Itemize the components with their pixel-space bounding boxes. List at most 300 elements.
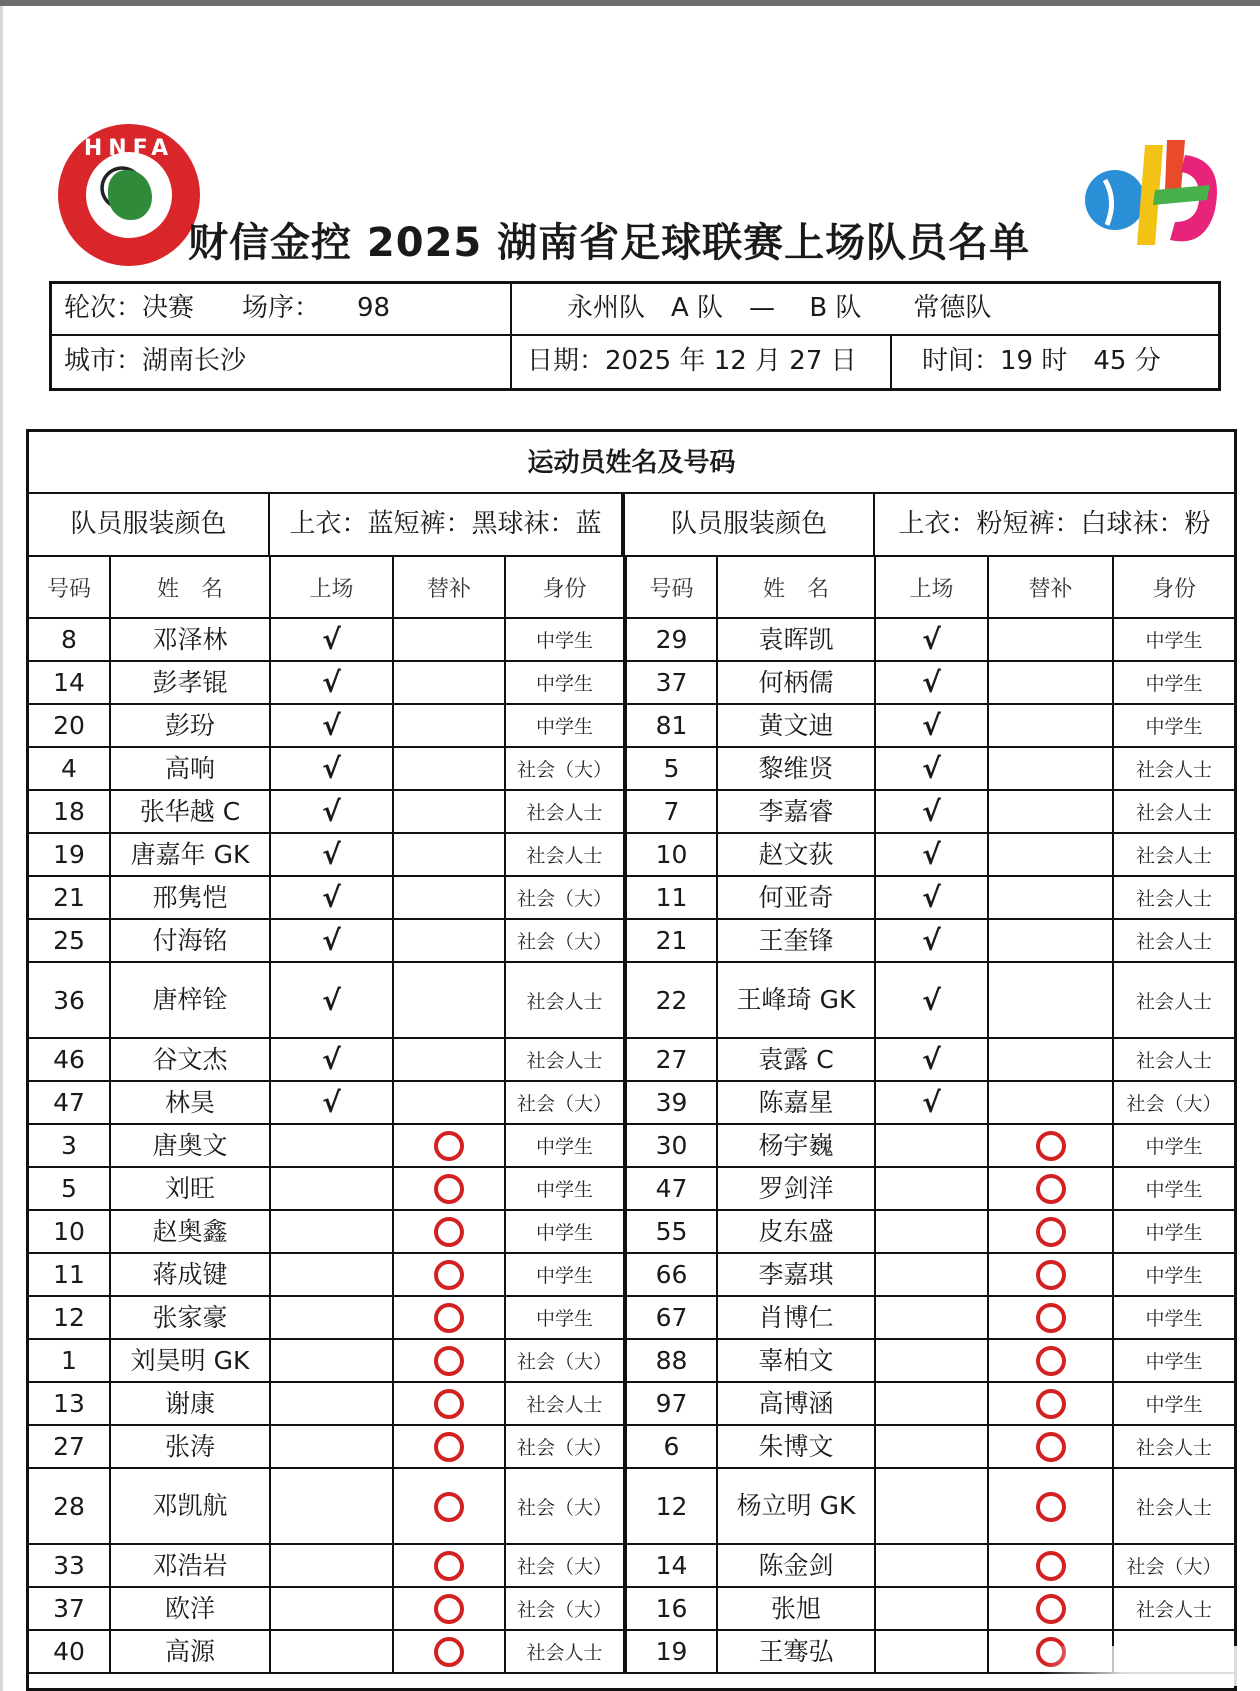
city: 城市：湖南长沙	[64, 346, 247, 376]
header-name: 姓 名	[110, 557, 270, 618]
team-a-sub-cell	[393, 1124, 505, 1167]
team-a-start-cell	[270, 833, 393, 876]
team-a-start-cell	[270, 1382, 393, 1425]
team-a-start-cell	[270, 1468, 393, 1544]
team-a-player-name: 邓泽林	[110, 618, 270, 661]
team-b-sub-cell	[988, 1544, 1113, 1587]
team-b-start-cell	[875, 661, 988, 704]
team-a-player-number: 47	[29, 1081, 110, 1124]
header-start: 上场	[270, 557, 393, 618]
team-b-player-status: 中学生	[1113, 1167, 1234, 1210]
team-b-player-name: 陈嘉星	[717, 1081, 875, 1124]
team-b-sub-cell	[988, 1382, 1113, 1425]
team-a-sub-cell	[393, 1167, 505, 1210]
team-b-sub-cell	[988, 1253, 1113, 1296]
team-a-sub-cell	[393, 1339, 505, 1382]
team-b-player-name: 李嘉睿	[717, 790, 875, 833]
team-a-player-name: 张华越 C	[110, 790, 270, 833]
header-start: 上场	[875, 557, 988, 618]
table-row	[29, 1339, 1234, 1382]
team-b-player-number: 22	[625, 962, 717, 1038]
substitute-circle-icon	[434, 1174, 464, 1204]
team-a-sub-cell	[393, 876, 505, 919]
team-b-player-status: 社会人士	[1113, 876, 1234, 919]
team-b-sub-cell	[988, 1296, 1113, 1339]
team-a-player-number: 5	[29, 1167, 110, 1210]
team-a-player-status: 社会（大）	[505, 1468, 625, 1544]
team-a-player-number: 46	[29, 1038, 110, 1081]
check-mark-icon: √	[922, 1086, 941, 1119]
team-b-player-number: 39	[625, 1081, 717, 1124]
team-b-sub-cell	[988, 790, 1113, 833]
team-b-player-name: 杨宇巍	[717, 1124, 875, 1167]
team-b-player-name: 袁露 C	[717, 1038, 875, 1081]
team-a-player-number: 13	[29, 1382, 110, 1425]
team-b-sub-cell	[988, 747, 1113, 790]
league-logo	[1085, 130, 1235, 260]
team-b-player-number: 97	[625, 1382, 717, 1425]
table-row	[29, 1296, 1234, 1339]
header-status: 身份	[1113, 557, 1234, 618]
team-b-player-number: 12	[625, 1468, 717, 1544]
hnfa-logo	[58, 124, 200, 266]
team-b-player-status: 社会人士	[1113, 1587, 1234, 1630]
team-b-start-cell	[875, 1339, 988, 1382]
substitute-circle-icon	[1036, 1594, 1066, 1624]
team-b-player-number: 11	[625, 876, 717, 919]
team-b-player-number: 67	[625, 1296, 717, 1339]
team-a-player-number: 27	[29, 1425, 110, 1468]
team-a-start-cell	[270, 618, 393, 661]
table-row	[29, 876, 1234, 919]
team-a-player-status: 社会（大）	[505, 1339, 625, 1382]
team-b-player-name: 李嘉琪	[717, 1253, 875, 1296]
table-row	[29, 1544, 1234, 1587]
team-b-player-number: 37	[625, 661, 717, 704]
table-row	[29, 661, 1234, 704]
team-b-sub-cell	[988, 962, 1113, 1038]
team-b-sub-cell	[988, 919, 1113, 962]
teams: 永州队 A 队 — B 队 常德队	[567, 293, 992, 323]
team-b-start-cell	[875, 1081, 988, 1124]
team-b-start-cell	[875, 1544, 988, 1587]
team-b-player-name: 黄文迪	[717, 704, 875, 747]
substitute-circle-icon	[1036, 1174, 1066, 1204]
check-mark-icon: √	[922, 709, 941, 742]
header-sub: 替补	[393, 557, 505, 618]
team-b-player-number: 66	[625, 1253, 717, 1296]
table-row	[29, 1038, 1234, 1081]
team-a-player-status: 中学生	[505, 661, 625, 704]
team-b-player-status: 中学生	[1113, 1210, 1234, 1253]
team-a-player-status: 社会人士	[505, 962, 625, 1038]
team-b-player-number: 14	[625, 1544, 717, 1587]
right-uniform-value: 上衣：粉短裤：白球袜：粉	[875, 494, 1234, 557]
team-b-player-number: 81	[625, 704, 717, 747]
team-b-player-status: 中学生	[1113, 1124, 1234, 1167]
team-a-player-name: 刘昊明 GK	[110, 1339, 270, 1382]
team-b-player-number: 7	[625, 790, 717, 833]
check-mark-icon: √	[922, 623, 941, 656]
team-b-player-status: 社会人士	[1113, 919, 1234, 962]
team-b-sub-cell	[988, 1425, 1113, 1468]
team-a-start-cell	[270, 1038, 393, 1081]
table-row	[29, 747, 1234, 790]
team-a-player-number: 18	[29, 790, 110, 833]
substitute-circle-icon	[1036, 1551, 1066, 1581]
team-b-sub-cell	[988, 1210, 1113, 1253]
team-a-start-cell	[270, 790, 393, 833]
team-a-start-cell	[270, 1630, 393, 1673]
team-b-player-name: 朱博文	[717, 1425, 875, 1468]
team-a-sub-cell	[393, 1544, 505, 1587]
table-row	[29, 1382, 1234, 1425]
team-b-start-cell	[875, 1210, 988, 1253]
substitute-circle-icon	[434, 1217, 464, 1247]
roster-table	[26, 429, 1237, 1691]
check-mark-icon: √	[922, 924, 941, 957]
team-a-sub-cell	[393, 833, 505, 876]
team-b-player-name: 何亚奇	[717, 876, 875, 919]
team-a-sub-cell	[393, 1630, 505, 1673]
team-b-player-status: 社会人士	[1113, 1468, 1234, 1544]
table-row	[29, 1587, 1234, 1630]
team-b-player-name: 黎维贤	[717, 747, 875, 790]
team-b-start-cell	[875, 1630, 988, 1673]
substitute-circle-icon	[434, 1594, 464, 1624]
substitute-circle-icon	[1036, 1346, 1066, 1376]
check-mark-icon: √	[322, 838, 341, 871]
team-b-sub-cell	[988, 1587, 1113, 1630]
team-b-player-name: 王峰琦 GK	[717, 962, 875, 1038]
team-a-player-number: 33	[29, 1544, 110, 1587]
substitute-circle-icon	[1036, 1303, 1066, 1333]
substitute-circle-icon	[434, 1637, 464, 1667]
team-b-player-status: 社会（大）	[1113, 1544, 1234, 1587]
team-a-player-number: 12	[29, 1296, 110, 1339]
team-b-player-status: 社会人士	[1113, 1038, 1234, 1081]
team-b-player-number: 6	[625, 1425, 717, 1468]
team-b-start-cell	[875, 876, 988, 919]
team-a-player-number: 25	[29, 919, 110, 962]
check-mark-icon: √	[922, 838, 941, 871]
team-b-player-name: 罗剑洋	[717, 1167, 875, 1210]
header-name: 姓 名	[717, 557, 875, 618]
team-a-player-name: 刘旺	[110, 1167, 270, 1210]
team-a-player-name: 邢隽恺	[110, 876, 270, 919]
team-a-start-cell	[270, 962, 393, 1038]
check-mark-icon: √	[922, 881, 941, 914]
team-a-player-number: 10	[29, 1210, 110, 1253]
table-row	[29, 1081, 1234, 1124]
team-b-player-number: 27	[625, 1038, 717, 1081]
sequence-value: 98	[357, 293, 391, 323]
team-a-player-name: 付海铭	[110, 919, 270, 962]
substitute-circle-icon	[434, 1131, 464, 1161]
team-a-player-status: 社会（大）	[505, 919, 625, 962]
player-grid	[29, 557, 1234, 1674]
check-mark-icon: √	[322, 752, 341, 785]
team-a-player-status: 社会（大）	[505, 747, 625, 790]
substitute-circle-icon	[1036, 1131, 1066, 1161]
team-a-player-status: 社会（大）	[505, 876, 625, 919]
substitute-circle-icon	[1036, 1389, 1066, 1419]
team-a-start-cell	[270, 876, 393, 919]
team-a-sub-cell	[393, 704, 505, 747]
check-mark-icon: √	[922, 795, 941, 828]
team-b-player-status: 社会人士	[1113, 833, 1234, 876]
team-b-sub-cell	[988, 1339, 1113, 1382]
team-b-start-cell	[875, 618, 988, 661]
team-a-player-number: 20	[29, 704, 110, 747]
team-b-player-number: 16	[625, 1587, 717, 1630]
team-a-player-name: 唐奥文	[110, 1124, 270, 1167]
team-b-sub-cell	[988, 704, 1113, 747]
team-b-player-status: 中学生	[1113, 618, 1234, 661]
table-row	[29, 704, 1234, 747]
team-a-player-name: 张涛	[110, 1425, 270, 1468]
team-a-start-cell	[270, 1253, 393, 1296]
team-b-player-number: 10	[625, 833, 717, 876]
team-a-start-cell	[270, 747, 393, 790]
substitute-circle-icon	[434, 1551, 464, 1581]
team-b-start-cell	[875, 747, 988, 790]
team-b-player-name: 王骞弘	[717, 1630, 875, 1673]
team-b-player-name: 赵文荻	[717, 833, 875, 876]
team-a-player-status: 社会人士	[505, 833, 625, 876]
team-b-player-name: 张旭	[717, 1587, 875, 1630]
roster-title: 运动员姓名及号码	[29, 432, 1234, 494]
team-b-sub-cell	[988, 833, 1113, 876]
substitute-circle-icon	[434, 1492, 464, 1522]
check-mark-icon: √	[922, 666, 941, 699]
team-a-sub-cell	[393, 1587, 505, 1630]
team-a-start-cell	[270, 1425, 393, 1468]
team-a-player-name: 高源	[110, 1630, 270, 1673]
team-a-sub-cell	[393, 747, 505, 790]
team-b-start-cell	[875, 962, 988, 1038]
substitute-circle-icon	[434, 1432, 464, 1462]
team-b-player-name: 肖博仁	[717, 1296, 875, 1339]
team-b-start-cell	[875, 704, 988, 747]
team-a-player-name: 欧洋	[110, 1587, 270, 1630]
team-b-player-status: 社会人士	[1113, 747, 1234, 790]
team-a-player-status: 中学生	[505, 1124, 625, 1167]
team-b-player-status: 中学生	[1113, 704, 1234, 747]
team-b-player-status: 社会（大）	[1113, 1081, 1234, 1124]
check-mark-icon: √	[322, 795, 341, 828]
team-a-player-status: 中学生	[505, 618, 625, 661]
header-sub: 替补	[988, 557, 1113, 618]
document-sheet	[0, 6, 1260, 1691]
team-b-player-status: 中学生	[1113, 661, 1234, 704]
team-b-sub-cell	[988, 1167, 1113, 1210]
team-a-sub-cell	[393, 661, 505, 704]
team-b-player-number: 5	[625, 747, 717, 790]
team-a-player-name: 张家豪	[110, 1296, 270, 1339]
header-number: 号码	[29, 557, 110, 618]
team-a-player-name: 蒋成键	[110, 1253, 270, 1296]
team-a-start-cell	[270, 1339, 393, 1382]
team-a-start-cell	[270, 1167, 393, 1210]
left-uniform-value: 上衣：蓝短裤：黑球袜：蓝	[270, 494, 625, 557]
team-a-player-number: 4	[29, 747, 110, 790]
team-a-player-status: 社会人士	[505, 1038, 625, 1081]
team-b-start-cell	[875, 919, 988, 962]
team-b-player-status: 社会人士	[1113, 1425, 1234, 1468]
table-row	[29, 1124, 1234, 1167]
team-a-player-name: 唐嘉年 GK	[110, 833, 270, 876]
hnfa-logo-letters: HNFA	[83, 136, 175, 161]
team-b-player-name: 高博涵	[717, 1382, 875, 1425]
team-b-player-name: 皮东盛	[717, 1210, 875, 1253]
team-b-player-number: 21	[625, 919, 717, 962]
team-b-player-status: 社会人士	[1113, 790, 1234, 833]
team-b-player-number: 19	[625, 1630, 717, 1673]
team-b-start-cell	[875, 1167, 988, 1210]
table-row	[29, 1253, 1234, 1296]
check-mark-icon: √	[322, 1086, 341, 1119]
match-info-table	[49, 281, 1221, 391]
team-a-player-number: 40	[29, 1630, 110, 1673]
team-a-player-name: 邓浩岩	[110, 1544, 270, 1587]
team-a-player-name: 林昊	[110, 1081, 270, 1124]
team-a-start-cell	[270, 919, 393, 962]
table-row	[29, 618, 1234, 661]
team-b-player-number: 55	[625, 1210, 717, 1253]
team-a-player-name: 赵奥鑫	[110, 1210, 270, 1253]
substitute-circle-icon	[1036, 1492, 1066, 1522]
team-a-player-number: 19	[29, 833, 110, 876]
team-b-start-cell	[875, 1468, 988, 1544]
team-a-sub-cell	[393, 618, 505, 661]
team-a-player-status: 社会人士	[505, 1630, 625, 1673]
left-uniform-label: 队员服装颜色	[29, 494, 270, 557]
team-b-start-cell	[875, 1587, 988, 1630]
team-b-player-status: 中学生	[1113, 1296, 1234, 1339]
check-mark-icon: √	[322, 881, 341, 914]
team-b-sub-cell	[988, 1081, 1113, 1124]
header-status: 身份	[505, 557, 625, 618]
team-a-player-number: 37	[29, 1587, 110, 1630]
team-a-player-number: 11	[29, 1253, 110, 1296]
check-mark-icon: √	[922, 1043, 941, 1076]
table-row	[29, 919, 1234, 962]
team-a-player-number: 1	[29, 1339, 110, 1382]
team-b-sub-cell	[988, 1038, 1113, 1081]
team-a-start-cell	[270, 704, 393, 747]
table-row	[29, 1167, 1234, 1210]
team-b-sub-cell	[988, 1468, 1113, 1544]
team-a-player-name: 谢康	[110, 1382, 270, 1425]
team-b-player-name: 王奎锋	[717, 919, 875, 962]
team-b-player-number: 88	[625, 1339, 717, 1382]
team-b-start-cell	[875, 1382, 988, 1425]
table-row	[29, 790, 1234, 833]
check-mark-icon: √	[322, 983, 341, 1017]
team-a-player-name: 彭玢	[110, 704, 270, 747]
match-time: 时间：19 时 45 分	[922, 346, 1161, 376]
team-a-player-name: 谷文杰	[110, 1038, 270, 1081]
substitute-circle-icon	[1036, 1432, 1066, 1462]
team-a-sub-cell	[393, 1253, 505, 1296]
team-a-start-cell	[270, 1296, 393, 1339]
team-b-player-name: 辜柏文	[717, 1339, 875, 1382]
team-b-start-cell	[875, 790, 988, 833]
substitute-circle-icon	[434, 1346, 464, 1376]
table-row	[29, 962, 1234, 1038]
team-b-start-cell	[875, 1253, 988, 1296]
match-date: 日期：2025 年 12 月 27 日	[527, 346, 857, 376]
substitute-circle-icon	[1036, 1217, 1066, 1247]
team-a-start-cell	[270, 1081, 393, 1124]
team-a-player-name: 唐梓铨	[110, 962, 270, 1038]
team-b-player-number: 47	[625, 1167, 717, 1210]
team-a-player-name: 高响	[110, 747, 270, 790]
team-b-start-cell	[875, 1296, 988, 1339]
team-b-player-number: 29	[625, 618, 717, 661]
check-mark-icon: √	[922, 983, 941, 1017]
team-b-start-cell	[875, 1038, 988, 1081]
substitute-circle-icon	[434, 1260, 464, 1290]
team-b-start-cell	[875, 833, 988, 876]
table-row	[29, 1210, 1234, 1253]
team-a-player-status: 中学生	[505, 1210, 625, 1253]
check-mark-icon: √	[322, 709, 341, 742]
team-a-sub-cell	[393, 1038, 505, 1081]
header-row	[29, 557, 1234, 618]
team-a-sub-cell	[393, 1382, 505, 1425]
right-uniform-label: 队员服装颜色	[625, 494, 875, 557]
team-a-player-status: 社会（大）	[505, 1544, 625, 1587]
team-b-player-name: 何柄儒	[717, 661, 875, 704]
team-a-sub-cell	[393, 1081, 505, 1124]
team-a-player-name: 彭孝锟	[110, 661, 270, 704]
team-a-start-cell	[270, 1544, 393, 1587]
team-a-player-number: 14	[29, 661, 110, 704]
team-a-player-name: 邓凯航	[110, 1468, 270, 1544]
header-number: 号码	[625, 557, 717, 618]
check-mark-icon: √	[322, 1043, 341, 1076]
team-a-sub-cell	[393, 1425, 505, 1468]
team-a-player-number: 28	[29, 1468, 110, 1544]
check-mark-icon: √	[322, 666, 341, 699]
table-row	[29, 1425, 1234, 1468]
team-a-player-status: 社会（大）	[505, 1081, 625, 1124]
team-a-player-status: 中学生	[505, 1253, 625, 1296]
check-mark-icon: √	[322, 924, 341, 957]
team-b-sub-cell	[988, 876, 1113, 919]
team-a-sub-cell	[393, 919, 505, 962]
substitute-circle-icon	[434, 1389, 464, 1419]
team-b-player-status: 中学生	[1113, 1339, 1234, 1382]
team-a-player-status: 社会（大）	[505, 1587, 625, 1630]
team-b-player-name: 陈金剑	[717, 1544, 875, 1587]
team-a-sub-cell	[393, 790, 505, 833]
team-b-start-cell	[875, 1425, 988, 1468]
team-a-sub-cell	[393, 962, 505, 1038]
team-a-player-status: 社会人士	[505, 790, 625, 833]
watermark	[1043, 1646, 1243, 1686]
team-a-player-status: 社会人士	[505, 1382, 625, 1425]
page-title: 财信金控 2025 湖南省足球联赛上场队员名单	[188, 220, 1031, 266]
team-a-player-status: 中学生	[505, 704, 625, 747]
team-a-player-status: 中学生	[505, 1167, 625, 1210]
team-a-player-number: 3	[29, 1124, 110, 1167]
team-b-start-cell	[875, 1124, 988, 1167]
team-b-sub-cell	[988, 618, 1113, 661]
team-a-player-status: 中学生	[505, 1296, 625, 1339]
